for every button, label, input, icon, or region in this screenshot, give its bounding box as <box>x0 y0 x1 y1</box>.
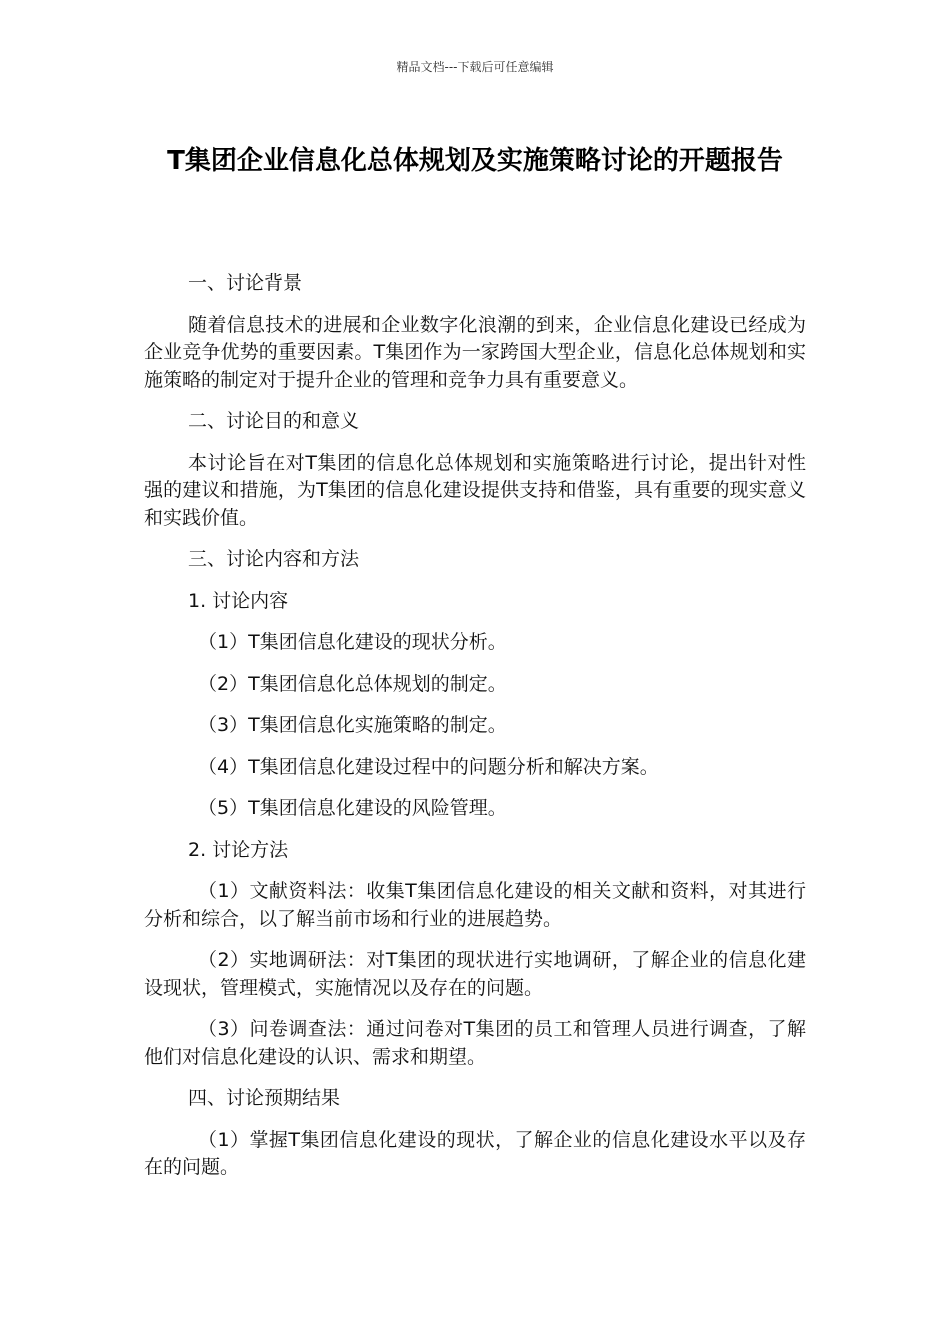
document-body <box>144 270 806 1196</box>
section-heading-background: 一、讨论背景 <box>188 272 303 294</box>
list-item: （2）T集团信息化总体规划的制定。 <box>198 672 507 695</box>
list-item: （3）T集团信息化实施策略的制定。 <box>198 714 507 736</box>
method-item: （3）问卷调查法：通过问卷对T集团的员工和管理人员进行调查，了解他们对信息化建设的认识、需求和期望。 <box>144 1018 806 1068</box>
document-title: T集团企业信息化总体规划及实施策略讨论的开题报告 <box>167 146 783 176</box>
header-note: 精品文档---下载后可任意编辑 <box>396 60 554 74</box>
section-heading-purpose: 二、讨论目的和意义 <box>188 410 360 432</box>
paragraph-purpose: 本讨论旨在对T集团的信息化总体规划和实施策略进行讨论，提出针对性强的建议和措施，为T集团的信息化建设提供支持和借鉴，具有重要的现实意义和实践价值。 <box>144 451 806 529</box>
list-item: （1）T集团信息化建设的现状分析。 <box>198 631 507 653</box>
subheading-method: 2. 讨论方法 <box>188 838 289 861</box>
method-item: （1）文献资料法：收集T集团信息化建设的相关文献和资料，对其进行分析和综合，以了解当前市场和行业的进展趋势。 <box>144 880 806 930</box>
section-heading-expected-results: 四、讨论预期结果 <box>188 1087 341 1109</box>
method-item: （2）实地调研法：对T集团的现状进行实地调研，了解企业的信息化建设现状，管理模式，实施情况以及存在的问题。 <box>144 949 806 999</box>
paragraph-background: 随着信息技术的进展和企业数字化浪潮的到来，企业信息化建设已经成为企业竞争优势的重要因素。T集团作为一家跨国大型企业，信息化总体规划和实施策略的制定对于提升企业的管理和竞争力具有重要意义。 <box>144 313 806 391</box>
list-item: （4）T集团信息化建设过程中的问题分析和解决方案。 <box>198 755 659 778</box>
subheading-content: 1. 讨论内容 <box>188 589 289 612</box>
list-item: （5）T集团信息化建设的风险管理。 <box>198 797 507 819</box>
section-heading-content-method: 三、讨论内容和方法 <box>188 548 360 570</box>
result-item: （1）掌握T集团信息化建设的现状，了解企业的信息化建设水平以及存在的问题。 <box>144 1128 806 1178</box>
